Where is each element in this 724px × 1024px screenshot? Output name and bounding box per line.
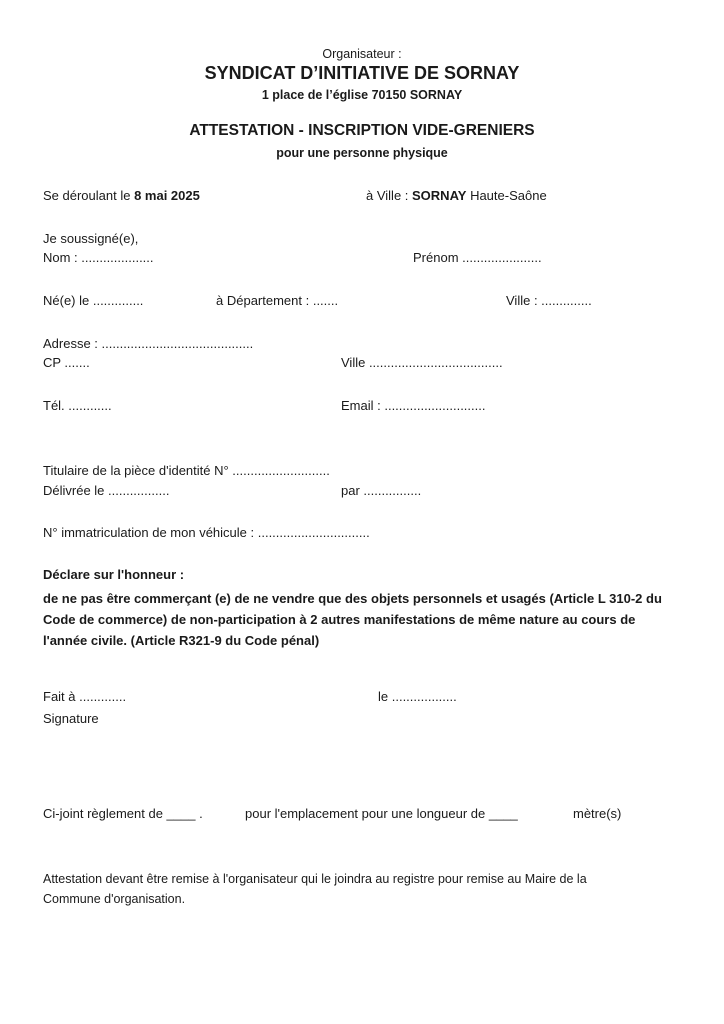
signature-date-field[interactable]: le ..................: [378, 689, 457, 704]
birth-date-field[interactable]: Né(e) le ..............: [43, 293, 144, 308]
declaration-text: de ne pas être commerçant (e) de ne vendre que des objets personnels et usagés (Article L 310-2 du Code de commerce) de non-participation à 2 autres manifestations de même nature au cours de l'année civile. (Article R321-9 du Code pénal): [43, 591, 662, 648]
document-subtitle: pour une personne physique: [276, 146, 448, 160]
payment-amount-field[interactable]: Ci-joint règlement de ____ .: [43, 806, 203, 821]
birth-city-field[interactable]: Ville : ..............: [506, 293, 592, 308]
signature-label: Signature: [43, 711, 99, 726]
organization-name: SYNDICAT D’INITIATIVE DE SORNAY: [204, 63, 520, 83]
event-city-prefix: à Ville :: [366, 188, 413, 203]
metres-label: mètre(s): [573, 806, 622, 821]
address-field[interactable]: Adresse : ..........................................: [43, 336, 254, 351]
issued-date-field[interactable]: Délivrée le .................: [43, 483, 170, 498]
organizer-label: Organisateur :: [322, 47, 402, 61]
pitch-length-field[interactable]: pour l'emplacement pour une longueur de ____: [245, 806, 518, 821]
organization-address: 1 place de l’église 70150 SORNAY: [261, 88, 463, 102]
prenom-field[interactable]: Prénom ......................: [413, 250, 542, 265]
footer-note: Attestation devant être remise à l'organisateur qui le joindra au registre pour remise au Maire de la Commune d'organisation.: [43, 872, 587, 906]
postal-code-field[interactable]: CP .......: [43, 355, 90, 370]
place-field[interactable]: Fait à .............: [43, 689, 127, 704]
event-date-prefix: Se déroulant le: [43, 188, 135, 203]
nom-field[interactable]: Nom : ....................: [43, 250, 154, 265]
event-city-suffix: Haute-Saône: [466, 188, 547, 203]
soussigne-label: Je soussigné(e),: [43, 231, 139, 246]
event-city-value: SORNAY: [412, 188, 467, 203]
birth-department-field[interactable]: à Département : .......: [216, 293, 339, 308]
id-number-field[interactable]: Titulaire de la pièce d'identité N° ...........................: [43, 463, 330, 478]
issued-by-field[interactable]: par ................: [341, 483, 422, 498]
phone-field[interactable]: Tél. ............: [43, 398, 112, 413]
event-date-value: 8 mai 2025: [134, 188, 200, 203]
event-city: [366, 188, 547, 203]
event-date: [43, 188, 200, 203]
vehicle-registration-field[interactable]: N° immatriculation de mon véhicule : ...............................: [43, 525, 370, 540]
address-city-field[interactable]: Ville .....................................: [341, 355, 503, 370]
email-field[interactable]: Email : ............................: [341, 398, 486, 413]
document-title: ATTESTATION - INSCRIPTION VIDE-GRENIERS: [189, 122, 535, 139]
declaration-heading: Déclare sur l'honneur :: [43, 567, 185, 582]
